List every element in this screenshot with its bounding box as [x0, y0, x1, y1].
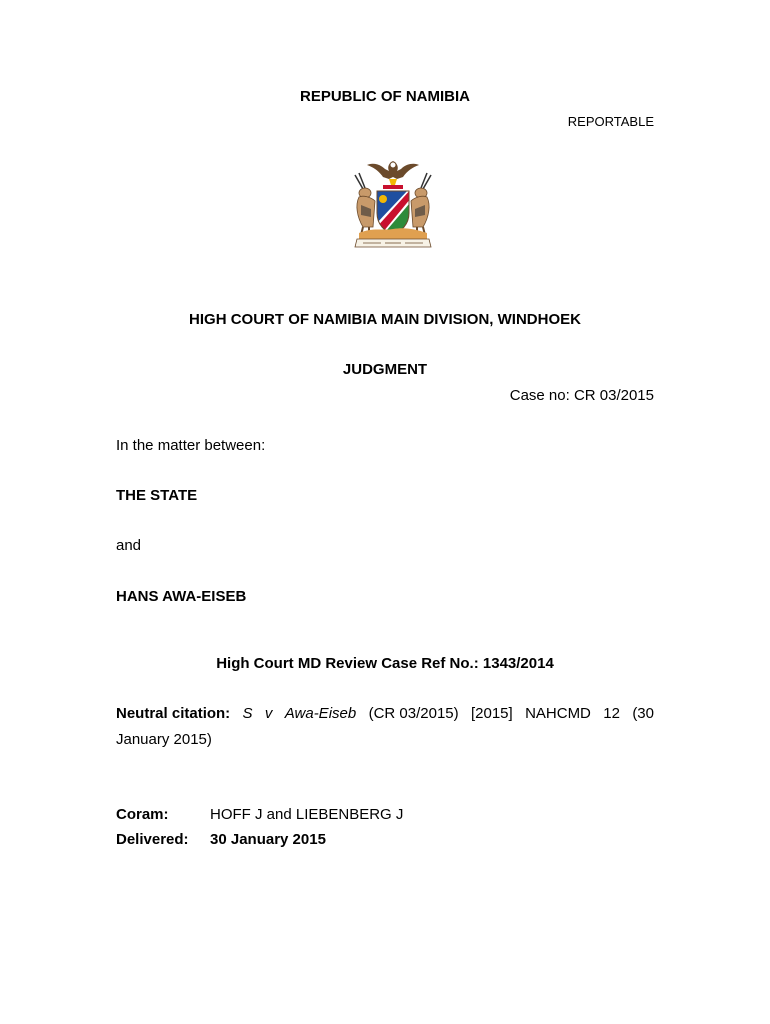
republic-heading: REPUBLIC OF NAMIBIA [300, 88, 470, 105]
coram-label: Coram: [116, 806, 169, 823]
motto-ribbon [355, 239, 431, 247]
second-party: HANS AWA-EISEB [116, 588, 247, 605]
citation-open-date: (30 [632, 705, 654, 722]
party-conjunction: and [116, 537, 142, 554]
review-case-ref: High Court MD Review Case Ref No.: 1343/2014 [216, 655, 554, 672]
delivered-label: Delivered: [116, 831, 189, 848]
citation-court: NAHCMD [525, 705, 591, 722]
right-oryx-icon [411, 173, 431, 235]
coat-of-arms-emblem [345, 155, 441, 251]
citation-label: Neutral citation: [116, 705, 231, 722]
citation-case: (CR 03/2015) [368, 705, 459, 722]
citation-name: Awa-Eiseb [284, 705, 357, 722]
court-name: HIGH COURT OF NAMIBIA MAIN DIVISION, WINDHOEK [189, 311, 581, 328]
neutral-citation-line [116, 705, 654, 723]
citation-continuation: January 2015) [116, 731, 212, 748]
citation-v: v [264, 705, 273, 722]
left-oryx-icon [355, 173, 375, 235]
headband [383, 185, 403, 189]
document-type: JUDGMENT [342, 361, 428, 378]
citation-s: S [242, 705, 253, 722]
citation-number: 12 [603, 705, 620, 722]
case-number: Case no: CR 03/2015 [509, 387, 654, 404]
reportable-label: REPORTABLE [567, 114, 654, 129]
matter-intro: In the matter between: [116, 437, 266, 454]
delivered-value: 30 January 2015 [210, 831, 326, 848]
eagle-icon [367, 161, 419, 185]
citation-year: [2015] [470, 705, 513, 722]
first-party: THE STATE [116, 487, 198, 504]
coram-value: HOFF J and LIEBENBERG J [210, 806, 404, 823]
